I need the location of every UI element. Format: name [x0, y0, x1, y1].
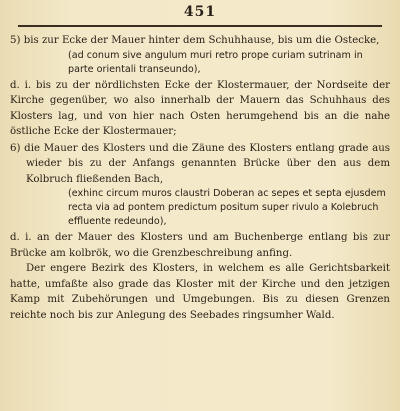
explanation-paragraph-2: d. i. an der Mauer des Klosters und am Buchenberge entlang bis zur Brücke am kolbrök, wo die Grenzbeschreibung anfing. — [10, 232, 390, 259]
explanation-paragraph-1: d. i. bis zu der nördlichsten Ecke der Klostermauer, der Nordseite der Kirche gegenüber, wo also innerhalb der Mauern das Schuhhaus des Klosters lag, und von hier nach Osten herumgehend bis an die nahe östliche Ecke der Klostermauer; — [10, 79, 390, 137]
page-number: 451 — [183, 4, 217, 20]
header-rule — [18, 25, 382, 27]
item-5-latin-quote: (ad conum sive angulum muri retro prope curiam sutrinam in parte orientali transeundo), — [68, 49, 363, 75]
item-5-text: 5) bis zur Ecke der Mauer hinter dem Schuhhause, bis um die Ostecke, — [10, 35, 380, 46]
item-6-latin-quote: (exhinc circum muros claustri Doberan ac sepes et septa ejusdem recta via ad pontem predictum positum super rivulo a Kolebruch effluente redeundo), — [68, 188, 386, 227]
item-6-text: 6) die Mauer des Klosters und die Zäune des Klosters entlang grade aus wieder bis zu der Anfangs genannten Brücke über den aus dem Kolbruch fließenden Bach, — [10, 142, 390, 185]
closing-paragraph: Der engere Bezirk des Klosters, in welchem es alle Gerichtsbarkeit hatte, umfaßte also grade das Kloster mit der Kirche und den jetzigen Kamp mit Zubehörungen und Umgebungen. Bis zu diesen Grenzen reichte noch bis zur Anlegung des Seebades ringsumher Wald. — [10, 263, 390, 321]
